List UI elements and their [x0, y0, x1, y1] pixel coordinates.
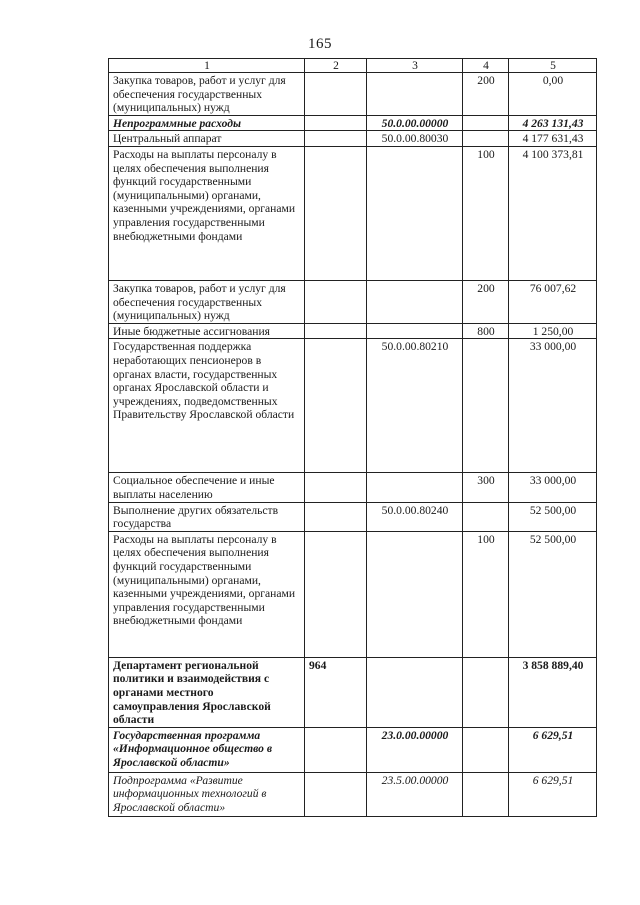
table-cell-c3 [367, 657, 463, 727]
table-cell-c1: Расходы на выплаты персоналу в целях обеспечения выполнения функций государственными (муниципальными) органами, казенными учреждениями, органами управления государственными внебюджетными фондами [109, 531, 305, 657]
column-header: 1 [109, 59, 305, 73]
table-cell-c4 [463, 131, 509, 147]
table-cell-c1: Закупка товаров, работ и услуг для обеспечения государственных (муниципальных) нужд [109, 280, 305, 323]
table-cell-c4: 300 [463, 473, 509, 502]
table-cell-c4 [463, 115, 509, 131]
table-row [109, 531, 597, 657]
table-cell-c5: 4 177 631,43 [509, 131, 597, 147]
table-cell-c3 [367, 146, 463, 280]
table-cell-c4 [463, 339, 509, 473]
table-row [109, 115, 597, 131]
table-row [109, 280, 597, 323]
table-cell-c2 [305, 146, 367, 280]
table-cell-c5: 4 100 373,81 [509, 146, 597, 280]
table-cell-c3 [367, 473, 463, 502]
table-cell-c3: 23.5.00.00000 [367, 772, 463, 816]
header-row [109, 59, 597, 73]
table-cell-c2 [305, 772, 367, 816]
table-cell-c1: Социальное обеспечение и иные выплаты населению [109, 473, 305, 502]
table-row [109, 727, 597, 772]
table-cell-c2 [305, 531, 367, 657]
table-cell-c2 [305, 131, 367, 147]
table-cell-c5: 1 250,00 [509, 323, 597, 339]
table-cell-c2 [305, 115, 367, 131]
table-row [109, 73, 597, 116]
table-cell-c1: Департамент региональной политики и взаимодействия с органами местного самоуправления Ярославской области [109, 657, 305, 727]
table-cell-c3 [367, 323, 463, 339]
table-cell-c1: Выполнение других обязательств государства [109, 502, 305, 531]
table-cell-c2: 964 [305, 657, 367, 727]
table-cell-c4 [463, 657, 509, 727]
column-header: 5 [509, 59, 597, 73]
table-cell-c5: 4 263 131,43 [509, 115, 597, 131]
table-cell-c2 [305, 280, 367, 323]
table-row [109, 772, 597, 816]
table-cell-c2 [305, 73, 367, 116]
table-cell-c5: 52 500,00 [509, 502, 597, 531]
table-cell-c5: 6 629,51 [509, 772, 597, 816]
table-cell-c2 [305, 339, 367, 473]
column-header: 4 [463, 59, 509, 73]
table-cell-c3: 50.0.00.80030 [367, 131, 463, 147]
table-cell-c3: 50.0.00.80210 [367, 339, 463, 473]
table-row [109, 657, 597, 727]
table-cell-c3 [367, 531, 463, 657]
table-cell-c5: 3 858 889,40 [509, 657, 597, 727]
table-cell-c5: 6 629,51 [509, 727, 597, 772]
table-cell-c1: Государственная программа «Информационное общество в Ярославской области» [109, 727, 305, 772]
table-row [109, 502, 597, 531]
table-cell-c4: 100 [463, 531, 509, 657]
table-cell-c1: Расходы на выплаты персоналу в целях обеспечения выполнения функций государственными (муниципальными) органами, казенными учреждениями, органами управления государственными внебюджетными фондами [109, 146, 305, 280]
table-cell-c5: 76 007,62 [509, 280, 597, 323]
table-cell-c5: 0,00 [509, 73, 597, 116]
table-row [109, 339, 597, 473]
table-cell-c5: 33 000,00 [509, 339, 597, 473]
page-number: 165 [308, 36, 332, 52]
table-row [109, 131, 597, 147]
table-row [109, 323, 597, 339]
table-cell-c4: 100 [463, 146, 509, 280]
table-cell-c2 [305, 727, 367, 772]
table-cell-c1: Иные бюджетные ассигнования [109, 323, 305, 339]
table-cell-c4: 200 [463, 73, 509, 116]
table-cell-c1: Государственная поддержка неработающих пенсионеров в органах власти, государственных органах Ярославской области и учреждениях, подведомственных Правительству Ярославской области [109, 339, 305, 473]
table-cell-c4 [463, 727, 509, 772]
table-cell-c1: Подпрограмма «Развитие информационных технологий в Ярославской области» [109, 772, 305, 816]
table-cell-c3: 50.0.00.00000 [367, 115, 463, 131]
table-cell-c1: Центральный аппарат [109, 131, 305, 147]
table-cell-c4: 800 [463, 323, 509, 339]
table-cell-c3: 23.0.00.00000 [367, 727, 463, 772]
table-cell-c4: 200 [463, 280, 509, 323]
table-cell-c1: Закупка товаров, работ и услуг для обеспечения государственных (муниципальных) нужд [109, 73, 305, 116]
budget-table [108, 58, 597, 817]
table-cell-c3 [367, 280, 463, 323]
table-cell-c4 [463, 502, 509, 531]
table-cell-c5: 52 500,00 [509, 531, 597, 657]
table-row [109, 473, 597, 502]
table-row [109, 146, 597, 280]
table-cell-c2 [305, 502, 367, 531]
table-cell-c3 [367, 73, 463, 116]
table-cell-c2 [305, 323, 367, 339]
column-header: 2 [305, 59, 367, 73]
table-cell-c3: 50.0.00.80240 [367, 502, 463, 531]
table-cell-c5: 33 000,00 [509, 473, 597, 502]
table-cell-c4 [463, 772, 509, 816]
table-cell-c1: Непрограммные расходы [109, 115, 305, 131]
column-header: 3 [367, 59, 463, 73]
table-cell-c2 [305, 473, 367, 502]
